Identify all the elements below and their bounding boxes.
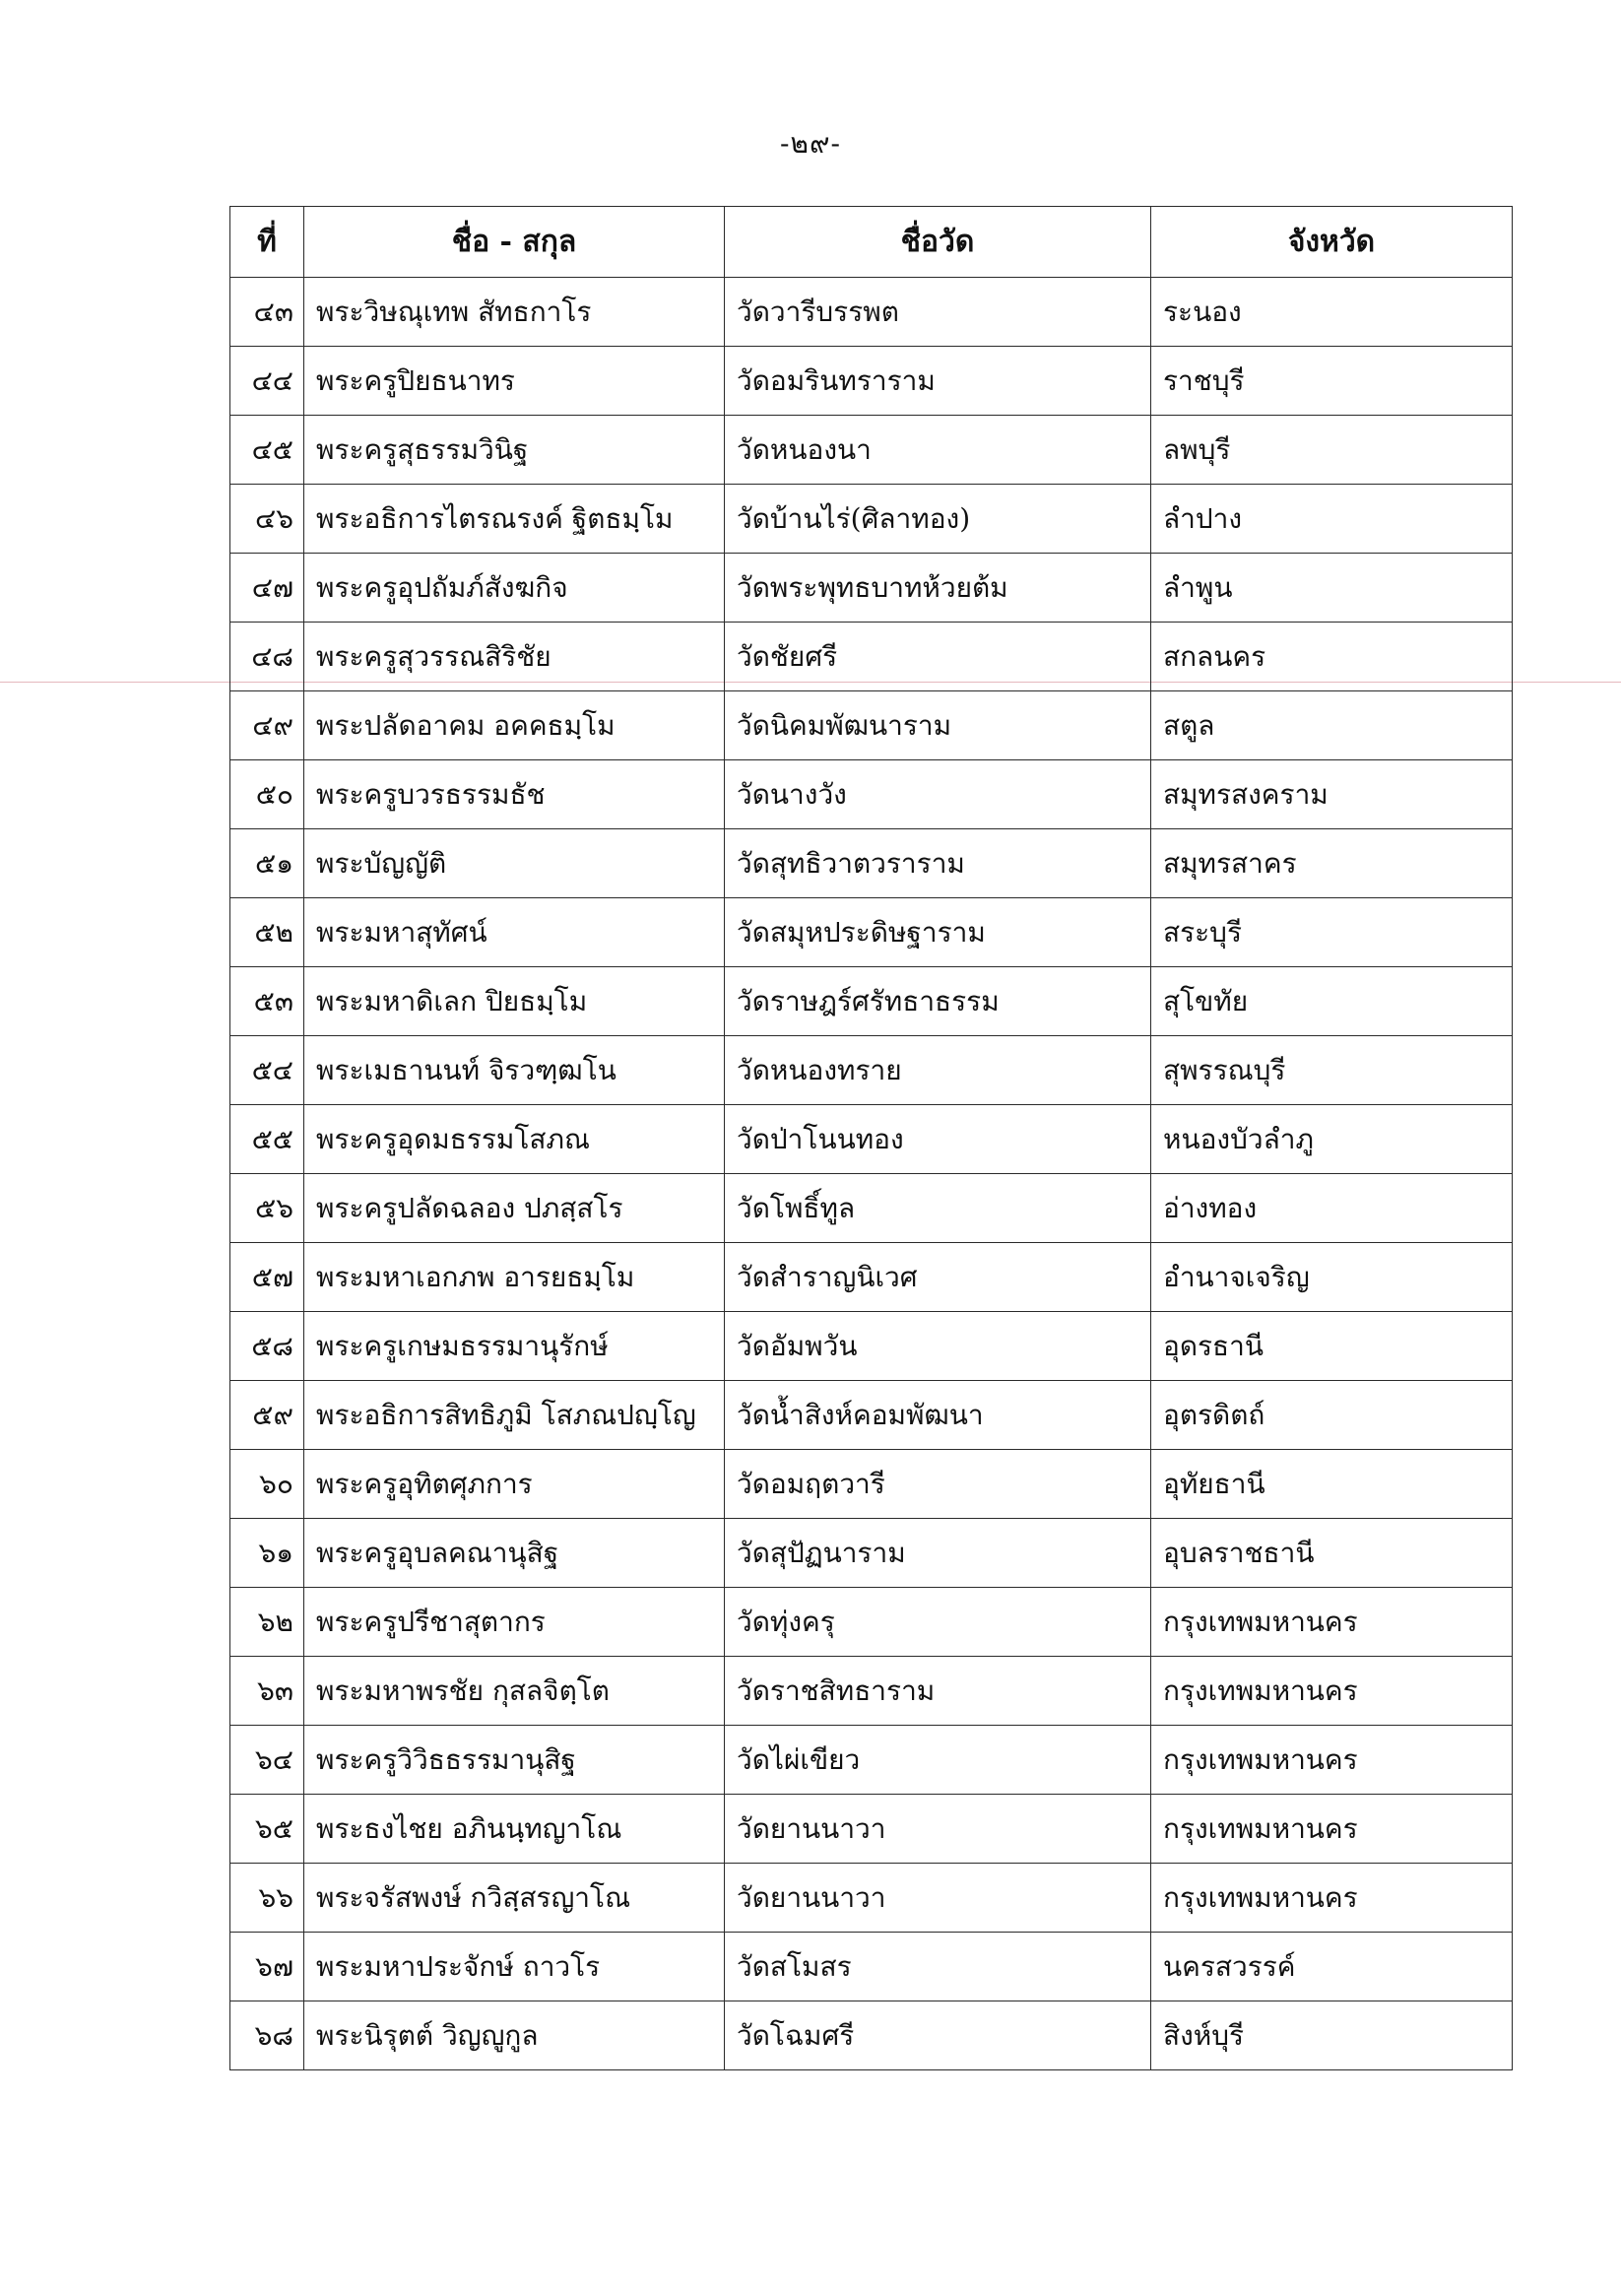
cell-no: ๖๓ bbox=[230, 1657, 304, 1726]
cell-name: พระครูปรีชาสุตากร bbox=[304, 1588, 725, 1657]
cell-temple: วัดยานนาวา bbox=[725, 1795, 1151, 1864]
cell-no: ๕๕ bbox=[230, 1105, 304, 1174]
cell-temple: วัดโพธิ์ทูล bbox=[725, 1174, 1151, 1243]
cell-name: พระมหาดิเลก ปิยธมฺโม bbox=[304, 967, 725, 1036]
cell-province: ราชบุรี bbox=[1151, 347, 1513, 416]
cell-province: อุบลราชธานี bbox=[1151, 1519, 1513, 1588]
table-body bbox=[230, 278, 1513, 2070]
table-row bbox=[230, 691, 1513, 760]
cell-no: ๕๓ bbox=[230, 967, 304, 1036]
cell-name: พระธงไชย อภินนฺทญาโณ bbox=[304, 1795, 725, 1864]
cell-province: กรุงเทพมหานคร bbox=[1151, 1588, 1513, 1657]
cell-name: พระอธิการไตรณรงค์ ฐิตธมฺโม bbox=[304, 485, 725, 554]
table-row bbox=[230, 1312, 1513, 1381]
cell-temple: วัดสมุหประดิษฐาราม bbox=[725, 898, 1151, 967]
cell-temple: วัดสโมสร bbox=[725, 1933, 1151, 2001]
cell-province: กรุงเทพมหานคร bbox=[1151, 1726, 1513, 1795]
cell-name: พระครูปิยธนาทร bbox=[304, 347, 725, 416]
cell-temple: วัดป่าโนนทอง bbox=[725, 1105, 1151, 1174]
cell-province: สกลนคร bbox=[1151, 623, 1513, 691]
cell-name: พระเมธานนท์ จิรวฑฺฒโน bbox=[304, 1036, 725, 1105]
cell-province: ลพบุรี bbox=[1151, 416, 1513, 485]
cell-temple: วัดราชสิทธาราม bbox=[725, 1657, 1151, 1726]
table-row bbox=[230, 1105, 1513, 1174]
cell-name: พระครูสุวรรณสิริชัย bbox=[304, 623, 725, 691]
cell-no: ๔๘ bbox=[230, 623, 304, 691]
cell-name: พระครูสุธรรมวินิฐ bbox=[304, 416, 725, 485]
table-row bbox=[230, 2001, 1513, 2070]
cell-temple: วัดอมรินทราราม bbox=[725, 347, 1151, 416]
table-row bbox=[230, 554, 1513, 623]
cell-temple: วัดอัมพวัน bbox=[725, 1312, 1151, 1381]
cell-no: ๖๔ bbox=[230, 1726, 304, 1795]
cell-temple: วัดชัยศรี bbox=[725, 623, 1151, 691]
cell-province: กรุงเทพมหานคร bbox=[1151, 1795, 1513, 1864]
cell-province: สุพรรณบุรี bbox=[1151, 1036, 1513, 1105]
table-row bbox=[230, 1795, 1513, 1864]
cell-name: พระมหาสุทัศน์ bbox=[304, 898, 725, 967]
cell-province: อุตรดิตถ์ bbox=[1151, 1381, 1513, 1450]
cell-province: ระนอง bbox=[1151, 278, 1513, 347]
cell-temple: วัดหนองทราย bbox=[725, 1036, 1151, 1105]
cell-province: กรุงเทพมหานคร bbox=[1151, 1657, 1513, 1726]
table-row bbox=[230, 898, 1513, 967]
header-no: ที่ bbox=[230, 207, 304, 278]
cell-no: ๕๑ bbox=[230, 829, 304, 898]
cell-name: พระครูอุปถัมภ์สังฆกิจ bbox=[304, 554, 725, 623]
cell-name: พระครูวิวิธธรรมานุสิฐ bbox=[304, 1726, 725, 1795]
cell-no: ๖๒ bbox=[230, 1588, 304, 1657]
table-row bbox=[230, 1036, 1513, 1105]
cell-name: พระบัญญัติ bbox=[304, 829, 725, 898]
table-row bbox=[230, 967, 1513, 1036]
cell-province: อำนาจเจริญ bbox=[1151, 1243, 1513, 1312]
cell-temple: วัดอมฤตวารี bbox=[725, 1450, 1151, 1519]
cell-province: สมุทรสาคร bbox=[1151, 829, 1513, 898]
table-header-row bbox=[230, 207, 1513, 278]
cell-no: ๔๙ bbox=[230, 691, 304, 760]
cell-province: นครสวรรค์ bbox=[1151, 1933, 1513, 2001]
header-temple: ชื่อวัด bbox=[725, 207, 1151, 278]
table-row bbox=[230, 1588, 1513, 1657]
table-row bbox=[230, 760, 1513, 829]
cell-temple: วัดนิคมพัฒนาราม bbox=[725, 691, 1151, 760]
cell-no: ๕๙ bbox=[230, 1381, 304, 1450]
cell-province: อุดรธานี bbox=[1151, 1312, 1513, 1381]
table-row bbox=[230, 1450, 1513, 1519]
cell-name: พระมหาเอกภพ อารยธมฺโม bbox=[304, 1243, 725, 1312]
cell-name: พระครูอุบลคณานุสิฐ bbox=[304, 1519, 725, 1588]
table-row bbox=[230, 416, 1513, 485]
table-row bbox=[230, 1864, 1513, 1933]
cell-temple: วัดสุทธิวาตวราราม bbox=[725, 829, 1151, 898]
cell-name: พระครูเกษมธรรมานุรักษ์ bbox=[304, 1312, 725, 1381]
cell-no: ๕๔ bbox=[230, 1036, 304, 1105]
cell-name: พระมหาประจักษ์ ถาวโร bbox=[304, 1933, 725, 2001]
cell-no: ๖๑ bbox=[230, 1519, 304, 1588]
cell-temple: วัดสำราญนิเวศ bbox=[725, 1243, 1151, 1312]
cell-temple: วัดวารีบรรพต bbox=[725, 278, 1151, 347]
cell-no: ๖๐ bbox=[230, 1450, 304, 1519]
cell-temple: วัดยานนาวา bbox=[725, 1864, 1151, 1933]
table-row bbox=[230, 1381, 1513, 1450]
cell-name: พระมหาพรชัย กุสลจิตฺโต bbox=[304, 1657, 725, 1726]
monk-list-table bbox=[229, 206, 1513, 2070]
cell-name: พระนิรุตต์ วิญญูกูล bbox=[304, 2001, 725, 2070]
cell-no: ๔๔ bbox=[230, 347, 304, 416]
cell-province: ลำปาง bbox=[1151, 485, 1513, 554]
cell-province: สระบุรี bbox=[1151, 898, 1513, 967]
cell-temple: วัดไผ่เขียว bbox=[725, 1726, 1151, 1795]
table-row bbox=[230, 623, 1513, 691]
cell-no: ๕๐ bbox=[230, 760, 304, 829]
cell-no: ๖๗ bbox=[230, 1933, 304, 2001]
cell-province: อ่างทอง bbox=[1151, 1174, 1513, 1243]
cell-temple: วัดทุ่งครุ bbox=[725, 1588, 1151, 1657]
cell-province: หนองบัวลำภู bbox=[1151, 1105, 1513, 1174]
table-row bbox=[230, 485, 1513, 554]
cell-temple: วัดราษฎร์ศรัทธาธรรม bbox=[725, 967, 1151, 1036]
header-province: จังหวัด bbox=[1151, 207, 1513, 278]
cell-no: ๖๕ bbox=[230, 1795, 304, 1864]
cell-province: สมุทรสงคราม bbox=[1151, 760, 1513, 829]
table-row bbox=[230, 1657, 1513, 1726]
cell-name: พระวิษณุเทพ สัทธกาโร bbox=[304, 278, 725, 347]
table-row bbox=[230, 1933, 1513, 2001]
cell-no: ๖๖ bbox=[230, 1864, 304, 1933]
cell-province: อุทัยธานี bbox=[1151, 1450, 1513, 1519]
cell-name: พระครูอุดมธรรมโสภณ bbox=[304, 1105, 725, 1174]
cell-name: พระครูอุทิตศุภการ bbox=[304, 1450, 725, 1519]
table-row bbox=[230, 1726, 1513, 1795]
table-row bbox=[230, 1174, 1513, 1243]
table-row bbox=[230, 1519, 1513, 1588]
cell-name: พระอธิการสิทธิภูมิ โสภณปญฺโญ bbox=[304, 1381, 725, 1450]
cell-name: พระครูปลัดฉลอง ปภสฺสโร bbox=[304, 1174, 725, 1243]
cell-province: กรุงเทพมหานคร bbox=[1151, 1864, 1513, 1933]
cell-province: ลำพูน bbox=[1151, 554, 1513, 623]
cell-name: พระครูบวรธรรมธัช bbox=[304, 760, 725, 829]
cell-temple: วัดพระพุทธบาทห้วยต้ม bbox=[725, 554, 1151, 623]
table-row bbox=[230, 347, 1513, 416]
table-row bbox=[230, 278, 1513, 347]
cell-temple: วัดบ้านไร่(ศิลาทอง) bbox=[725, 485, 1151, 554]
cell-temple: วัดนางวัง bbox=[725, 760, 1151, 829]
cell-no: ๕๘ bbox=[230, 1312, 304, 1381]
cell-name: พระจรัสพงษ์ กวิสฺสรญาโณ bbox=[304, 1864, 725, 1933]
cell-no: ๕๒ bbox=[230, 898, 304, 967]
cell-no: ๔๓ bbox=[230, 278, 304, 347]
cell-temple: วัดสุปัฏนาราม bbox=[725, 1519, 1151, 1588]
cell-no: ๔๗ bbox=[230, 554, 304, 623]
header-name: ชื่อ - สกุล bbox=[304, 207, 725, 278]
cell-province: สิงห์บุรี bbox=[1151, 2001, 1513, 2070]
cell-no: ๔๖ bbox=[230, 485, 304, 554]
table-row bbox=[230, 829, 1513, 898]
page-number: -๒๙- bbox=[780, 127, 841, 160]
cell-temple: วัดน้ำสิงห์คอมพัฒนา bbox=[725, 1381, 1151, 1450]
cell-province: สุโขทัย bbox=[1151, 967, 1513, 1036]
cell-temple: วัดหนองนา bbox=[725, 416, 1151, 485]
cell-temple: วัดโฉมศรี bbox=[725, 2001, 1151, 2070]
table-row bbox=[230, 1243, 1513, 1312]
cell-no: ๕๖ bbox=[230, 1174, 304, 1243]
cell-no: ๕๗ bbox=[230, 1243, 304, 1312]
cell-name: พระปลัดอาคม อคคธมฺโม bbox=[304, 691, 725, 760]
cell-no: ๔๕ bbox=[230, 416, 304, 485]
cell-no: ๖๘ bbox=[230, 2001, 304, 2070]
cell-province: สตูล bbox=[1151, 691, 1513, 760]
